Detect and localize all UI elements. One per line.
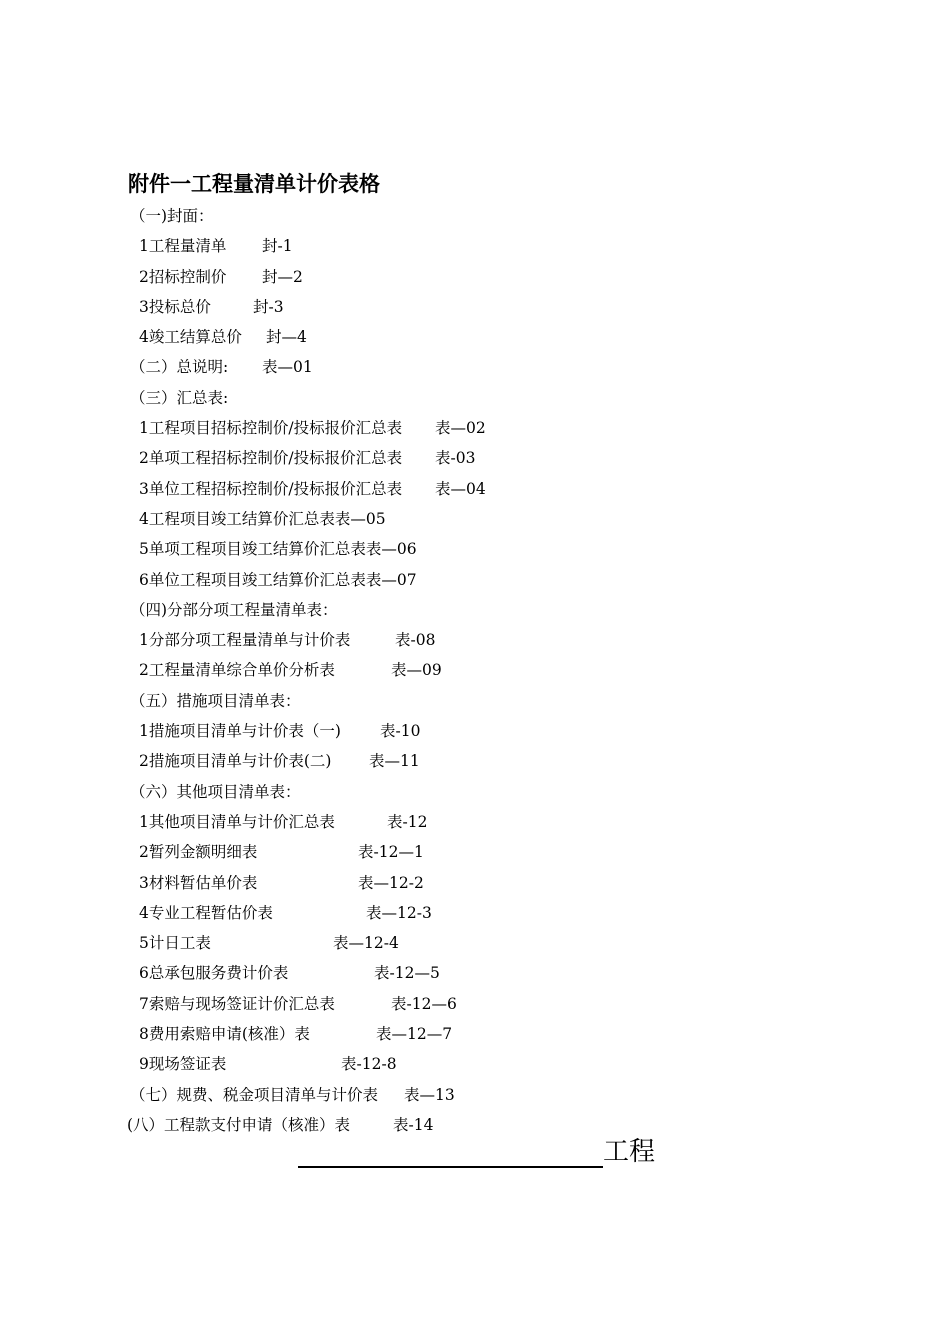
item-code: 表—01 <box>262 358 313 377</box>
item-code: 封—2 <box>262 267 303 286</box>
item-label: 1措施项目清单与计价表（一) <box>139 722 341 741</box>
item-code: 封—4 <box>266 328 307 347</box>
item-code: 表-12-8 <box>341 1055 397 1074</box>
item-label: 3单位工程招标控制价/投标报价汇总表 <box>139 479 403 498</box>
list-item <box>130 898 830 928</box>
item-code: 表—12-4 <box>333 934 399 953</box>
item-code: 表-12—1 <box>358 843 424 862</box>
item-label: 6单位工程项目竣工结算价汇总表表—07 <box>139 570 417 589</box>
section-header-summary <box>130 383 830 413</box>
item-label: 9现场签证表 <box>139 1055 227 1074</box>
list-item <box>130 746 830 776</box>
item-label: （四)分部分项工程量清单表： <box>130 600 338 619</box>
list-item <box>130 989 830 1019</box>
list-item <box>130 868 830 898</box>
item-label: 5计日工表 <box>139 934 211 953</box>
item-label: （三）汇总表: <box>130 388 229 407</box>
item-code: 表—09 <box>391 661 442 680</box>
item-code: 表—02 <box>435 419 486 438</box>
table-of-contents <box>127 201 830 1140</box>
item-label: 7索赔与现场签证计价汇总表 <box>139 994 335 1013</box>
list-item <box>130 474 830 504</box>
list-item <box>130 413 830 443</box>
section-header-general <box>130 352 830 382</box>
list-item <box>130 322 830 352</box>
item-code: 表-03 <box>435 449 476 468</box>
item-code: 表—11 <box>369 752 420 771</box>
item-label: 2招标控制价 <box>139 267 227 286</box>
list-item <box>130 262 830 292</box>
item-label: 5单项工程项目竣工结算价汇总表表—06 <box>139 540 417 559</box>
project-name-line <box>298 1134 655 1170</box>
list-item <box>130 807 830 837</box>
item-code: 表-14 <box>393 1115 434 1134</box>
section-header-cover <box>130 201 830 231</box>
item-label: 6总承包服务费计价表 <box>139 964 289 983</box>
item-code: 表—04 <box>435 479 486 498</box>
list-item <box>130 958 830 988</box>
item-label: 2单项工程招标控制价/投标报价汇总表 <box>139 449 403 468</box>
project-suffix: 工程 <box>603 1137 656 1167</box>
item-label: 2暂列金额明细表 <box>139 843 258 862</box>
item-label: （七）规费、税金项目清单与计价表 <box>130 1085 379 1104</box>
item-code: 表-08 <box>395 631 436 650</box>
item-label: （一)封面： <box>130 207 214 225</box>
list-item <box>130 1019 830 1049</box>
item-label: （六）其他项目清单表： <box>130 782 301 801</box>
list-item <box>130 716 830 746</box>
list-item <box>130 504 830 534</box>
item-code: 表—12—7 <box>376 1025 453 1044</box>
item-label: 1工程项目招标控制价/投标报价汇总表 <box>139 419 403 438</box>
item-code: 表—12-3 <box>366 903 432 922</box>
list-item <box>130 565 830 595</box>
list-item <box>130 625 830 655</box>
item-code: 表-12—6 <box>391 994 457 1013</box>
item-code: 表—13 <box>404 1085 455 1104</box>
list-item <box>130 1049 830 1079</box>
item-label: 4竣工结算总价 <box>139 328 242 347</box>
item-label: (八）工程款支付申请（核准）表 <box>127 1115 351 1134</box>
item-label: 1其他项目清单与计价汇总表 <box>139 812 335 831</box>
item-label: （五）措施项目清单表： <box>130 691 301 710</box>
section-header-measures <box>130 686 830 716</box>
item-code: 表-12 <box>387 812 428 831</box>
item-label: 1分部分项工程量清单与计价表 <box>139 631 351 650</box>
item-label: 2工程量清单综合单价分析表 <box>139 661 335 680</box>
section-header-fees-taxes <box>130 1080 830 1110</box>
list-item <box>130 231 830 261</box>
item-label: 1工程量清单 <box>139 237 227 256</box>
item-code: 表-12—5 <box>374 964 440 983</box>
list-item <box>130 928 830 958</box>
project-name-blank <box>298 1134 603 1168</box>
item-label: 3材料暂估单价表 <box>139 873 258 892</box>
list-item <box>130 837 830 867</box>
list-item <box>130 443 830 473</box>
list-item <box>130 534 830 564</box>
list-item <box>130 655 830 685</box>
item-code: 封-1 <box>262 237 293 256</box>
item-label: 3投标总价 <box>139 297 211 316</box>
item-code: 表—12-2 <box>358 873 424 892</box>
page-title: 附件一工程量清单计价表格 <box>128 172 380 196</box>
section-header-sub-items <box>130 595 830 625</box>
item-code: 表-10 <box>380 722 421 741</box>
item-label: （二）总说明: <box>130 358 229 377</box>
item-label: 4工程项目竣工结算价汇总表表—05 <box>139 509 386 528</box>
list-item <box>130 292 830 322</box>
item-label: 4专业工程暂估价表 <box>139 903 273 922</box>
item-label: 2措施项目清单与计价表(二) <box>139 752 332 771</box>
item-label: 8费用索赔申请(核准）表 <box>139 1025 310 1044</box>
section-header-other <box>130 777 830 807</box>
item-code: 封-3 <box>253 297 284 316</box>
